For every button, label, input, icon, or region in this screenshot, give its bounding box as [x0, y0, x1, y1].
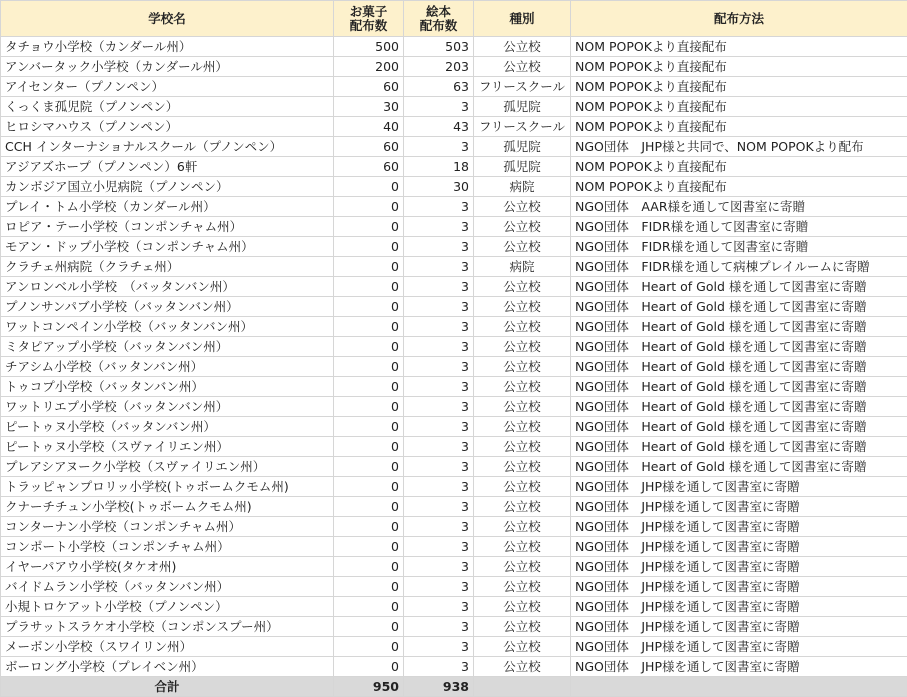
snacks-count-cell: 0 — [334, 437, 404, 457]
school-name-cell: クナーチチュン小学校(トゥボームクモム州) — [1, 497, 334, 517]
type-cell: 公立校 — [474, 537, 571, 557]
table-row — [1, 617, 907, 637]
method-cell: NGO団体 Heart of Gold 様を通して図書室に寄贈 — [571, 457, 907, 477]
type-cell: 公立校 — [474, 457, 571, 477]
type-cell: 公立校 — [474, 197, 571, 217]
type-cell: 公立校 — [474, 317, 571, 337]
snacks-count-cell: 0 — [334, 317, 404, 337]
books-count-cell: 3 — [404, 437, 474, 457]
school-name-cell: プラサットスラケオ小学校（コンポンスプー州） — [1, 617, 334, 637]
table-header — [1, 1, 907, 37]
books-count-cell: 3 — [404, 237, 474, 257]
type-cell: 孤児院 — [474, 97, 571, 117]
type-cell: 公立校 — [474, 37, 571, 57]
school-name-cell: ワットコンペイン小学校（バッタンバン州） — [1, 317, 334, 337]
method-cell: NGO団体 JHP様と共同で、NOM POPOKより配布 — [571, 137, 907, 157]
table-row — [1, 337, 907, 357]
type-cell: 公立校 — [474, 297, 571, 317]
type-cell: 孤児院 — [474, 137, 571, 157]
type-cell: 公立校 — [474, 517, 571, 537]
table-row — [1, 497, 907, 517]
snacks-count-cell: 0 — [334, 377, 404, 397]
total-row — [1, 677, 907, 697]
type-cell: 公立校 — [474, 557, 571, 577]
type-cell: 公立校 — [474, 657, 571, 677]
school-name-cell: モアン・ドップ小学校（コンポンチャム州） — [1, 237, 334, 257]
method-cell: NOM POPOKより直接配布 — [571, 97, 907, 117]
school-name-cell: コンポート小学校（コンポンチャム州） — [1, 537, 334, 557]
books-count-cell: 3 — [404, 517, 474, 537]
snacks-count-cell: 0 — [334, 597, 404, 617]
method-cell: NGO団体 JHP様を通して図書室に寄贈 — [571, 657, 907, 677]
type-cell: 公立校 — [474, 637, 571, 657]
table-row — [1, 557, 907, 577]
type-cell: 公立校 — [474, 437, 571, 457]
books-count-cell: 3 — [404, 357, 474, 377]
books-count-cell: 3 — [404, 317, 474, 337]
total-books: 938 — [404, 677, 474, 697]
snacks-count-cell: 0 — [334, 257, 404, 277]
table-row — [1, 277, 907, 297]
books-count-cell: 3 — [404, 277, 474, 297]
table-row — [1, 37, 907, 57]
snacks-count-cell: 0 — [334, 277, 404, 297]
type-cell: 公立校 — [474, 397, 571, 417]
type-cell: 孤児院 — [474, 157, 571, 177]
method-cell: NGO団体 FIDR様を通して図書室に寄贈 — [571, 217, 907, 237]
table-row — [1, 537, 907, 557]
method-cell: NGO団体 JHP様を通して図書室に寄贈 — [571, 577, 907, 597]
snacks-count-cell: 0 — [334, 477, 404, 497]
type-cell: 公立校 — [474, 617, 571, 637]
school-name-cell: トラッピャンプロリッ小学校(トゥボームクモム州) — [1, 477, 334, 497]
table-row — [1, 197, 907, 217]
school-name-cell: チアシム小学校（バッタンバン州） — [1, 357, 334, 377]
method-cell: NGO団体 JHP様を通して図書室に寄贈 — [571, 597, 907, 617]
books-count-cell: 3 — [404, 197, 474, 217]
type-cell: フリースクール — [474, 77, 571, 97]
method-cell: NGO団体 FIDR様を通して図書室に寄贈 — [571, 237, 907, 257]
school-name-cell: ボーロング小学校（プレイベン州） — [1, 657, 334, 677]
table-row — [1, 97, 907, 117]
method-cell: NGO団体 JHP様を通して図書室に寄贈 — [571, 477, 907, 497]
type-cell: 公立校 — [474, 57, 571, 77]
school-name-cell: クラチェ州病院（クラチェ州） — [1, 257, 334, 277]
snacks-count-cell: 0 — [334, 177, 404, 197]
books-count-cell: 3 — [404, 97, 474, 117]
school-name-cell: ワットリエプ小学校（バッタンバン州） — [1, 397, 334, 417]
method-cell: NGO団体 Heart of Gold 様を通して図書室に寄贈 — [571, 397, 907, 417]
snacks-count-cell: 0 — [334, 357, 404, 377]
snacks-count-cell: 500 — [334, 37, 404, 57]
school-name-cell: プノンサンパブ小学校（バッタンバン州） — [1, 297, 334, 317]
table-row — [1, 417, 907, 437]
type-cell: 公立校 — [474, 497, 571, 517]
table-row — [1, 297, 907, 317]
table-row — [1, 157, 907, 177]
books-count-cell: 18 — [404, 157, 474, 177]
table-row — [1, 657, 907, 677]
table-row — [1, 357, 907, 377]
snacks-count-cell: 0 — [334, 617, 404, 637]
school-name-cell: ピートゥヌ小学校（スヴァイリエン州） — [1, 437, 334, 457]
method-cell: NGO団体 AAR様を通して図書室に寄贈 — [571, 197, 907, 217]
type-cell: 公立校 — [474, 597, 571, 617]
method-cell: NGO団体 JHP様を通して図書室に寄贈 — [571, 517, 907, 537]
snacks-count-cell: 0 — [334, 337, 404, 357]
method-cell: NGO団体 Heart of Gold 様を通して図書室に寄贈 — [571, 337, 907, 357]
snacks-count-cell: 0 — [334, 397, 404, 417]
table-row — [1, 137, 907, 157]
snacks-count-cell: 0 — [334, 497, 404, 517]
method-cell: NGO団体 FIDR様を通して病棟プレイルームに寄贈 — [571, 257, 907, 277]
table-row — [1, 597, 907, 617]
table-row — [1, 377, 907, 397]
table-row — [1, 477, 907, 497]
table-row — [1, 57, 907, 77]
books-count-cell: 30 — [404, 177, 474, 197]
books-count-cell: 3 — [404, 497, 474, 517]
method-cell: NOM POPOKより直接配布 — [571, 157, 907, 177]
books-count-cell: 3 — [404, 377, 474, 397]
books-count-cell: 3 — [404, 337, 474, 357]
table-row — [1, 577, 907, 597]
books-count-cell: 3 — [404, 617, 474, 637]
books-count-cell: 3 — [404, 417, 474, 437]
type-cell: 公立校 — [474, 217, 571, 237]
method-cell: NOM POPOKより直接配布 — [571, 177, 907, 197]
total-method — [571, 677, 907, 697]
school-name-cell: ロピア・テー小学校（コンポンチャム州） — [1, 217, 334, 237]
snacks-count-cell: 0 — [334, 297, 404, 317]
table-row — [1, 437, 907, 457]
method-cell: NGO団体 JHP様を通して図書室に寄贈 — [571, 557, 907, 577]
table-row — [1, 77, 907, 97]
school-name-cell: ヒロシマハウス（プノンペン） — [1, 117, 334, 137]
table-row — [1, 397, 907, 417]
school-name-cell: ピートゥヌ小学校（バッタンバン州） — [1, 417, 334, 437]
table-row — [1, 317, 907, 337]
table-footer — [1, 677, 907, 697]
books-count-cell: 3 — [404, 557, 474, 577]
snacks-count-cell: 0 — [334, 537, 404, 557]
total-label: 合計 — [1, 677, 334, 697]
school-name-cell: カンボジア国立小児病院（プノンペン） — [1, 177, 334, 197]
books-count-cell: 3 — [404, 397, 474, 417]
type-cell: 公立校 — [474, 477, 571, 497]
type-cell: 公立校 — [474, 337, 571, 357]
books-count-cell: 3 — [404, 257, 474, 277]
method-cell: NGO団体 Heart of Gold 様を通して図書室に寄贈 — [571, 357, 907, 377]
snacks-count-cell: 60 — [334, 157, 404, 177]
type-cell: フリースクール — [474, 117, 571, 137]
snacks-count-cell: 60 — [334, 77, 404, 97]
type-cell: 病院 — [474, 257, 571, 277]
school-name-cell: コンターナン小学校（コンポンチャム州） — [1, 517, 334, 537]
school-name-cell: メーボン小学校（スワイリン州） — [1, 637, 334, 657]
books-count-cell: 503 — [404, 37, 474, 57]
header-row — [1, 1, 907, 37]
type-cell: 病院 — [474, 177, 571, 197]
snacks-count-cell: 0 — [334, 657, 404, 677]
snacks-count-cell: 0 — [334, 457, 404, 477]
header-school-name: 学校名 — [1, 1, 334, 37]
school-name-cell: アジアズホープ（プノンペン）6軒 — [1, 157, 334, 177]
school-name-cell: バイドムラン小学校（バッタンバン州） — [1, 577, 334, 597]
books-count-cell: 3 — [404, 657, 474, 677]
header-books-count: 絵本 配布数 — [404, 1, 474, 37]
method-cell: NOM POPOKより直接配布 — [571, 117, 907, 137]
school-name-cell: プレイ・トム小学校（カンダール州） — [1, 197, 334, 217]
type-cell: 公立校 — [474, 277, 571, 297]
total-type — [474, 677, 571, 697]
books-count-cell: 3 — [404, 537, 474, 557]
type-cell: 公立校 — [474, 377, 571, 397]
header-snacks-count: お菓子 配布数 — [334, 1, 404, 37]
method-cell: NGO団体 JHP様を通して図書室に寄贈 — [571, 637, 907, 657]
snacks-count-cell: 0 — [334, 237, 404, 257]
books-count-cell: 3 — [404, 137, 474, 157]
books-count-cell: 3 — [404, 577, 474, 597]
snacks-count-cell: 0 — [334, 417, 404, 437]
total-snacks: 950 — [334, 677, 404, 697]
snacks-count-cell: 0 — [334, 517, 404, 537]
table-row — [1, 637, 907, 657]
school-name-cell: アンバータック小学校（カンダール州） — [1, 57, 334, 77]
books-count-cell: 3 — [404, 637, 474, 657]
school-name-cell: CCH インターナショナルスクール（プノンペン） — [1, 137, 334, 157]
method-cell: NOM POPOKより直接配布 — [571, 37, 907, 57]
method-cell: NGO団体 Heart of Gold 様を通して図書室に寄贈 — [571, 437, 907, 457]
type-cell: 公立校 — [474, 417, 571, 437]
table-body — [1, 37, 907, 677]
books-count-cell: 63 — [404, 77, 474, 97]
snacks-count-cell: 0 — [334, 557, 404, 577]
books-count-cell: 3 — [404, 217, 474, 237]
school-name-cell: アンロンベル小学校 （バッタンバン州） — [1, 277, 334, 297]
type-cell: 公立校 — [474, 357, 571, 377]
method-cell: NGO団体 JHP様を通して図書室に寄贈 — [571, 617, 907, 637]
school-name-cell: 小規トロケアット小学校（プノンペン） — [1, 597, 334, 617]
school-name-cell: トゥコプ小学校（バッタンバン州） — [1, 377, 334, 397]
type-cell: 公立校 — [474, 237, 571, 257]
school-name-cell: くっくま孤児院（プノンペン） — [1, 97, 334, 117]
method-cell: NGO団体 Heart of Gold 様を通して図書室に寄贈 — [571, 417, 907, 437]
method-cell: NGO団体 Heart of Gold 様を通して図書室に寄贈 — [571, 277, 907, 297]
table-row — [1, 237, 907, 257]
snacks-count-cell: 40 — [334, 117, 404, 137]
method-cell: NGO団体 JHP様を通して図書室に寄贈 — [571, 537, 907, 557]
books-count-cell: 3 — [404, 297, 474, 317]
table-row — [1, 177, 907, 197]
books-count-cell: 3 — [404, 477, 474, 497]
snacks-count-cell: 0 — [334, 197, 404, 217]
books-count-cell: 203 — [404, 57, 474, 77]
table-row — [1, 117, 907, 137]
table-row — [1, 517, 907, 537]
method-cell: NOM POPOKより直接配布 — [571, 57, 907, 77]
method-cell: NGO団体 Heart of Gold 様を通して図書室に寄贈 — [571, 317, 907, 337]
school-name-cell: プレアシアヌーク小学校（スヴァイリエン州） — [1, 457, 334, 477]
header-type: 種別 — [474, 1, 571, 37]
table-row — [1, 257, 907, 277]
type-cell: 公立校 — [474, 577, 571, 597]
header-method: 配布方法 — [571, 1, 907, 37]
table-row — [1, 217, 907, 237]
method-cell: NGO団体 Heart of Gold 様を通して図書室に寄贈 — [571, 377, 907, 397]
books-count-cell: 43 — [404, 117, 474, 137]
method-cell: NGO団体 JHP様を通して図書室に寄贈 — [571, 497, 907, 517]
school-name-cell: イヤーパアウ小学校(タケオ州) — [1, 557, 334, 577]
snacks-count-cell: 60 — [334, 137, 404, 157]
books-count-cell: 3 — [404, 597, 474, 617]
method-cell: NGO団体 Heart of Gold 様を通して図書室に寄贈 — [571, 297, 907, 317]
school-name-cell: アイセンター（プノンペン） — [1, 77, 334, 97]
school-name-cell: ミタピアップ小学校（バッタンバン州） — [1, 337, 334, 357]
snacks-count-cell: 200 — [334, 57, 404, 77]
snacks-count-cell: 0 — [334, 577, 404, 597]
method-cell: NOM POPOKより直接配布 — [571, 77, 907, 97]
snacks-count-cell: 0 — [334, 217, 404, 237]
snacks-count-cell: 0 — [334, 637, 404, 657]
snacks-count-cell: 30 — [334, 97, 404, 117]
books-count-cell: 3 — [404, 457, 474, 477]
school-name-cell: タチョウ小学校（カンダール州） — [1, 37, 334, 57]
table-row — [1, 457, 907, 477]
